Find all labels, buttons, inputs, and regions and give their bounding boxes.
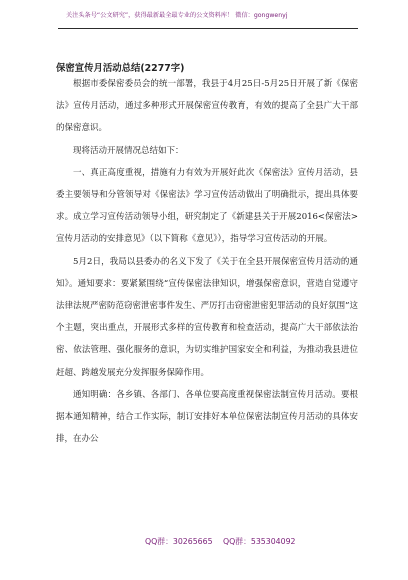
document-body (56, 73, 358, 450)
footer-qq-group-left: QQ群：30265665 (145, 537, 213, 546)
paragraph-summary-lead: 现将活动开展情况总结如下： (73, 145, 184, 156)
paragraph-notice-clarified: 通知明确：各乡镇、各部门、各单位要高度重视保密法制宣传月活动。要根据本通知精神，结合工作实际，制订安排好本单位保密法制宣传月活动的具体安排，在办公 (56, 389, 358, 445)
paragraph-notice-issued: 5月2日，我局以县委办的名义下发了《关于在全县开展保密宣传月活动的通知》。通知要求：要紧紧围绕“宣传保密法律知识，增强保密意识，营造自觉遵守法律法规严密防范窃密泄密事件发生、严厉打击窃密泄密犯罪活动的良好氛围”这个主题，突出重点，开展形式多样的宣传教育和检查活动，提高广大干部依法治密、依法管理、强化服务的意识，为切实维护国家安全和利益，为推动我县进位赶超、跨越发展充分发挥服务保障作用。 (56, 256, 358, 378)
header-banner-text: 关注头条号“公文研究”，获得最新最全最专业的公文资料库！ 微信：gongwenyj (66, 12, 288, 19)
document-title: 保密宣传月活动总结(2277字) (56, 63, 185, 74)
paragraph-intro: 根据市委保密委员会的统一部署，我县于4月25日-5月25日开展了新《保密法》宣传月活动，通过多种形式开展保密宣传教育，有效的提高了全县广大干部的保密意识。 (56, 79, 358, 134)
footer (0, 536, 408, 550)
header-banner (58, 2, 358, 29)
footer-qq-group-right: QQ群：535304092 (223, 537, 296, 546)
paragraph-section-one: 一、真正高度重视，措施有力有效为开展好此次《保密法》宣传月活动，县委主要领导和分管领导对《保密法》学习宣传活动做出了明确批示，提出具体要求。成立学习宣传活动领导小组，研究制定了《新建县关于开展2016<保密法>宣传月活动的安排意见》（以下简称《意见》），指导学习宣传活动的开展。 (56, 167, 358, 245)
